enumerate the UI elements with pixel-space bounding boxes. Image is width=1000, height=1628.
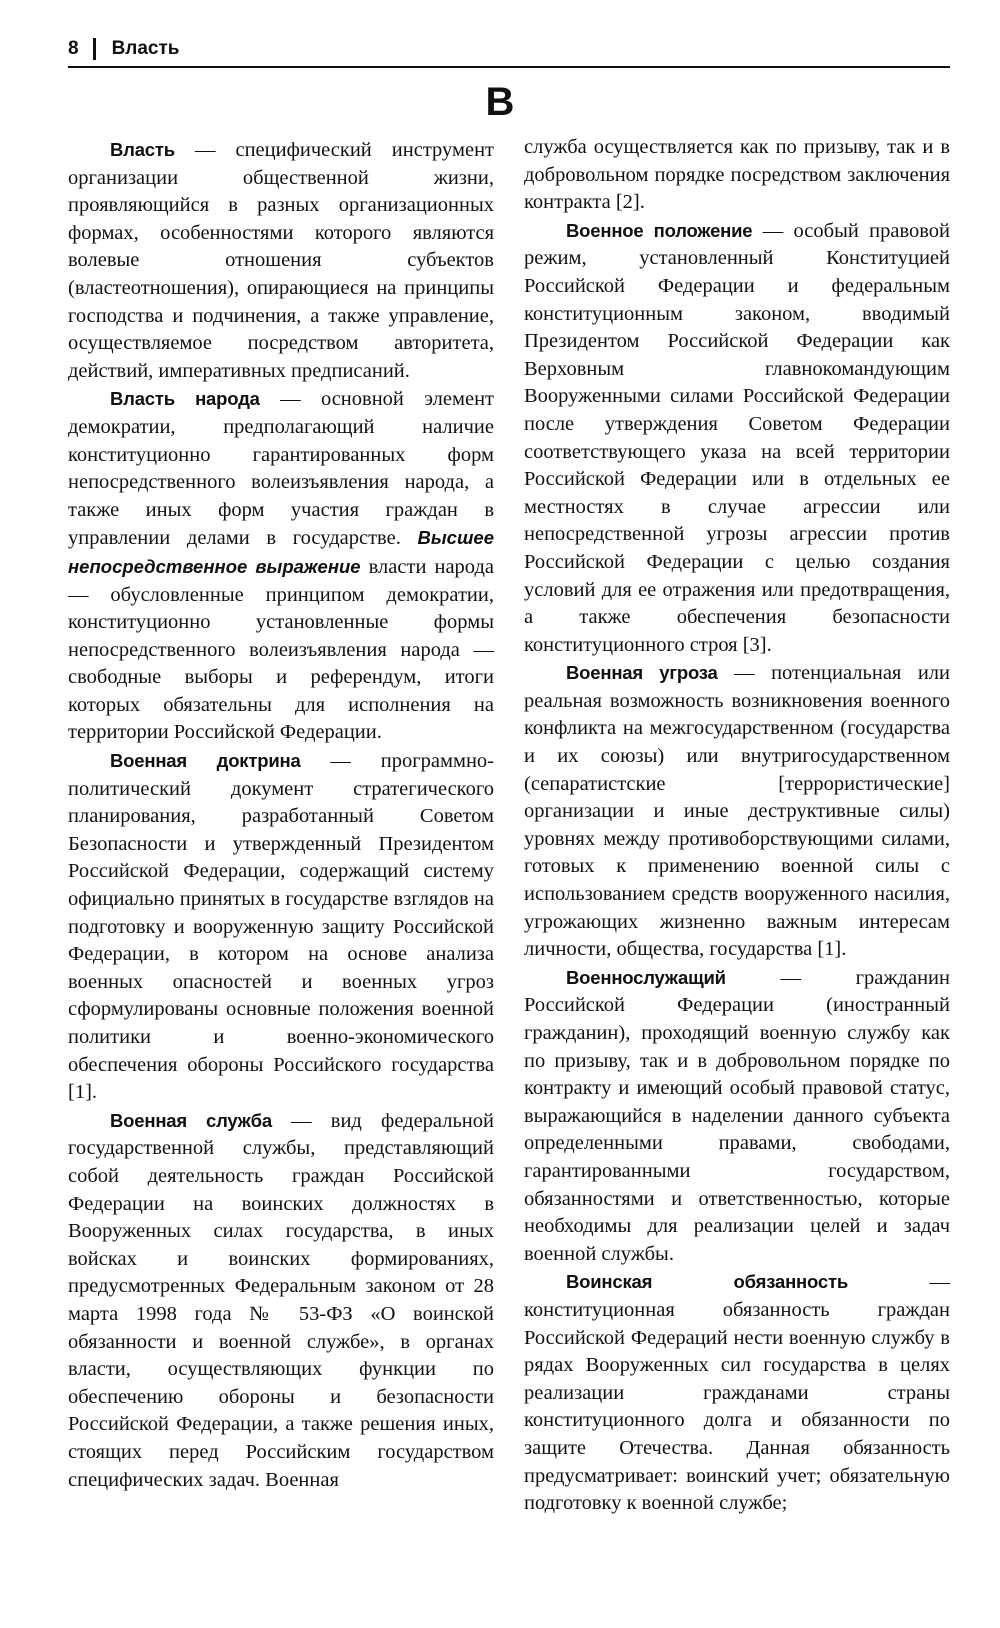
entry-term: Военная доктрина (110, 750, 301, 772)
page-number: 8 (68, 38, 79, 59)
header-separator (93, 38, 96, 60)
entry-term: Власть народа (110, 388, 260, 410)
header-rule (68, 66, 950, 68)
entry-voennoe-polozhenie (524, 217, 950, 660)
entry-definition-continued: власти народа — обусловленные принципом демократии, конституционно установленные формы непосредственного волеизъявления народа — свободные выборы и референдум, итоги которых обязательны для исполнения на территории Российской Федерации. (68, 555, 494, 744)
entry-vlast-naroda (68, 385, 494, 747)
entry-term: Военная служба (110, 1109, 272, 1131)
entry-voennosluzhashchiy (524, 964, 950, 1269)
entry-definition: — конституционная обязанность граждан Российской Федераций нести военную службу в рядах Вооруженных сил государства в целях реализации гражданами страны конституционного долга и обязанности по защите Отечества. Данная обязанность предусматривает: воинский учет; обязательную подготовку к военной службе; (524, 1271, 950, 1515)
entry-definition: — гражданин Российской Федерации (иностранный гражданин), проходящий военную службу как по призыву, так и в добровольном порядке по контракту и имеющий особый правовой статус, выражающийся в наделении данного субъекта определенными правами, свободами, гарантированными государством, обязанностями и ответственностью, которые необходимы для реализации целей и задач военной службы. (524, 966, 950, 1265)
entry-term: Военное положение (566, 219, 753, 241)
entry-term: Воинская обязанность (566, 1271, 848, 1293)
entry-definition: — особый правовой режим, установленный Конституцией Российской Федерации и федеральным конституционным законом, вводимый Президентом Российской Федерации как Верховным главнокомандующим Вооруженными силами Российской Федерации после утверждения Советом Федерации соответствующего указа на всей территории Российской Федерации или в отдельных ее местностях в случае агрессии или непосредственной угрозы агрессии против Российской Федерации с целью создания условий для ее отражения или предотвращения, а также обеспечения безопасности конституционного строя [3]. (524, 219, 951, 656)
entry-term: Военная угроза (566, 662, 718, 684)
entry-term: Военнослужащий (566, 966, 726, 988)
entry-definition: — основной элемент демократии, предполагающий наличие конституционно гарантированных форм непосредственного волеизъявления народа, а также иных форм участия граждан в управлении делами в государстве. (68, 388, 495, 550)
section-letter: В (485, 80, 515, 124)
entry-voennaya-sluzhba-continued (524, 134, 950, 217)
entry-voennaya-sluzhba (68, 1107, 494, 1494)
entry-definition: — вид федеральной государственной службы, представляющий собой деятельность граждан Российской Федерации на воинских должностях в Вооруженных силах государства, в иных войсках и воинских формированиях, предусмотренных Федеральным законом от 28 марта 1998 года № 53-ФЗ «О воинской обязанности и военной службе», в органах власти, осуществляющих функции по обеспечению обороны и безопасности Российской Федерации, а также решения иных, стоящих перед Российским государством специфических задач. Военная (68, 1109, 494, 1491)
entry-voennaya-doktrina (68, 747, 494, 1107)
entry-definition: — специфический инструмент организации общественной жизни, проявляющийся в разных организационных формах, особенностями которого являются волевые отношения субъектов (властеотношения), опирающиеся на принципы господства и подчинения, а также управление, осуществляемое посредством авторитета, действий, императивных предписаний. (68, 139, 494, 382)
entry-vlast (68, 136, 494, 385)
entry-definition: служба осуществляется как по призыву, так и в добровольном порядке посредством заключения контракта [2]. (524, 136, 950, 214)
left-column (68, 136, 494, 1494)
right-column (524, 134, 950, 1518)
entry-emphasis: Высшее непосредственное выражение (68, 527, 494, 577)
entry-term: Власть (110, 139, 175, 160)
running-title: Власть (111, 38, 180, 59)
entry-voinskaya-obyazannost (524, 1268, 950, 1517)
running-header (68, 34, 180, 64)
entry-definition: — потенциальная или реальная возможность возникновения военного конфликта на межгосударственном (государства и их союзы) или внутригосударственном (сепаратистские [террористические] организации и иные деструктивные силы) уровнях между противоборствующими силами, готовых к применению военной силы с использованием средств вооруженного насилия, угрожающих жизненно важным интересам личности, общества, государства [1]. (524, 662, 950, 961)
entry-voennaya-ugroza (524, 659, 950, 964)
entry-definition: — программно-политический документ стратегического планирования, разработанный Советом Безопасности и утвержденный Президентом Российской Федерации, содержащий систему официально принятых в государстве взглядов на подготовку и вооруженную защиту Российской Федерации, в котором на основе анализа военных опасностей и военных угроз сформулированы основные положения военной политики и военно-экономического обеспечения обороны Российского государства [1]. (68, 750, 494, 1104)
